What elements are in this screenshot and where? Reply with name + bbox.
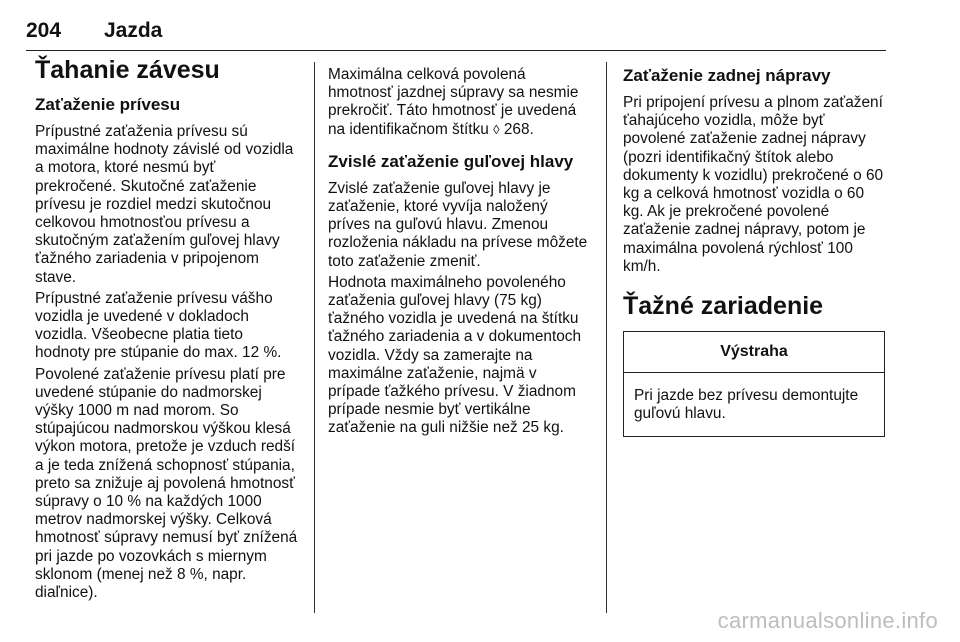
section-heading-vertical-load: Zvislé zaťaženie guľovej hlavy: [328, 151, 574, 171]
paragraph: Hodnota maximálneho povoleného zaťaženia guľovej hlavy (75 kg) ťažného vozidla je uvedená na štítku ťažného zariadenia a v dokumentoch vozidla. Vždy sa zamerajte na maximálne zaťaženie, najmä v prípade ťažkého prívesu. V žiadnom prípade nesmie byť vertikálne zaťaženie na guli nižšie než 25 kg.: [328, 273, 582, 437]
watermark: carmanualsonline.info: [717, 608, 938, 633]
page-reference-link[interactable]: 268.: [499, 120, 534, 138]
column-divider: [314, 62, 315, 613]
section-heading-trailer-load: Zaťaženie prívesu: [35, 95, 181, 114]
reference-arrow-icon: ◊: [493, 121, 500, 137]
header-rule: [26, 50, 886, 51]
paragraph: Pri pripojení prívesu a plnom zaťažení ťahajúceho vozidla, môže byť povolené zaťaženie zadnej nápravy (pozri identifikačný štítok alebo dokumenty k vozidlu) prekročené o 60 kg a celková hmotnosť vozidla o 60 kg. Ak je prekročené povolené zaťaženie zadnej nápravy, potom je maximálna povolená rýchlosť 100 km/h.: [623, 94, 884, 275]
page-header: [26, 19, 162, 43]
paragraph: Zvislé zaťaženie guľovej hlavy je zaťaženie, ktoré vyvíja naložený príves na guľovú hlavu. Zmenou rozloženia nákladu na prívese môžete toto zaťaženie zmeniť.: [328, 179, 588, 270]
warning-box: [623, 331, 885, 437]
column-1: [35, 56, 299, 605]
paragraph: Maximálna celková povolená hmotnosť jazdnej súpravy sa nesmie prekročiť. Táto hmotnosť je uvedená na identifikačnom štítku ◊ 268.: [328, 66, 579, 138]
column-2: [328, 66, 592, 441]
paragraph: Prípustné zaťaženia prívesu sú maximálne hodnoty závislé od vozidla a motora, ktoré nesmú byť prekročené. Skutočné zaťaženie prívesu je rozdiel medzi skutočnou celkovou hmotnosťou prívesu a skutočným zaťažením guľovej hlavy ťažného zariadenia v pripojenom stave.: [35, 123, 294, 286]
column-divider: [606, 62, 607, 613]
section-heading-rear-axle: Zaťaženie zadnej nápravy: [623, 66, 831, 85]
warning-text: Pri jazde bez prívesu demontujte guľovú hlavu.: [634, 387, 859, 423]
paragraph: Prípustné zaťaženie prívesu vášho vozidla je uvedené v dokladoch vozidla. Všeobecne platia tieto hodnoty pre stúpanie do max. 12 %.: [35, 289, 282, 362]
page-number: 204: [26, 19, 62, 42]
warning-title: Výstraha: [624, 332, 884, 373]
section-heading-towing-device: Ťažné zariadenie: [623, 292, 824, 321]
section-title: Jazda: [104, 19, 163, 42]
paragraph: Povolené zaťaženie prívesu platí pre uvedené stúpanie do nadmorskej výšky 1000 m nad morom. So stúpajúcou nadmorskou výškou klesá výkon motora, pretože je vzduch redší a je teda znížená schopnosť stúpania, preto sa znižuje aj povolená hmotnosť súpravy o 10 % na každých 1000 metrov nadmorskej výšky. Celková hmotnosť súpravy nemusí byť znížená pri jazde po vozovkách s miernym sklonom (menej než 8 %, napr. diaľnice).: [35, 365, 298, 602]
column-3: [623, 66, 887, 437]
chapter-title: Ťahanie závesu: [35, 56, 220, 84]
